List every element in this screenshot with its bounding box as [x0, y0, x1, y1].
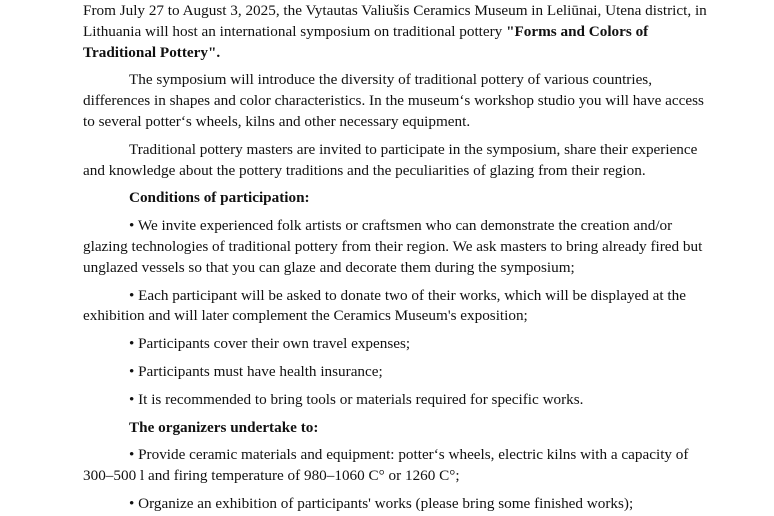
intro-text: From July 27 to August 3, 2025, the Vytautas Valiušis Ceramics Museum in Leliūnai, Utena district, in Lithuania will host an international symposium on traditional pottery [83, 2, 707, 40]
organizers-heading: The organizers undertake to: [129, 418, 319, 436]
organizers-item: • Organize an exhibition of participants' works (please bring some finished works); [129, 494, 634, 512]
conditions-item: • It is recommended to bring tools or materials required for specific works. [129, 390, 584, 408]
conditions-item: • Each participant will be asked to donate two of their works, which will be displayed at the exhibition and will later complement the Ceramics Museum's exposition; [83, 286, 686, 325]
organizers-item: • Provide ceramic materials and equipment: potter‘s wheels, electric kilns with a capacity of 300–500 l and firing temperature of 980–1060 C° or 1260 C°; [83, 446, 689, 485]
symposium-title: "Forms and Colors of Traditional Pottery". [83, 22, 649, 61]
conditions-item: • Participants must have health insurance; [129, 362, 383, 380]
symposium-description-paragraph: The symposium will introduce the diversity of traditional pottery of various countries, differences in shapes and color characteristics. In the museum‘s workshop studio you will have access to several potter‘s wheels, kilns and other necessary equipment. [83, 71, 704, 130]
document-page [83, 1, 713, 515]
conditions-heading: Conditions of participation: [129, 189, 310, 207]
invitation-paragraph: Traditional pottery masters are invited to participate in the symposium, share their experience and knowledge about the pottery traditions and the peculiarities of glazing from their region. [83, 140, 698, 179]
conditions-item: • We invite experienced folk artists or craftsmen who can demonstrate the creation and/or glazing technologies of traditional pottery from their region. We ask masters to bring already fired but unglazed vessels so that you can glaze and decorate them during the symposium; [83, 217, 703, 276]
conditions-item: • Participants cover their own travel expenses; [129, 335, 411, 353]
intro-paragraph [83, 1, 713, 63]
